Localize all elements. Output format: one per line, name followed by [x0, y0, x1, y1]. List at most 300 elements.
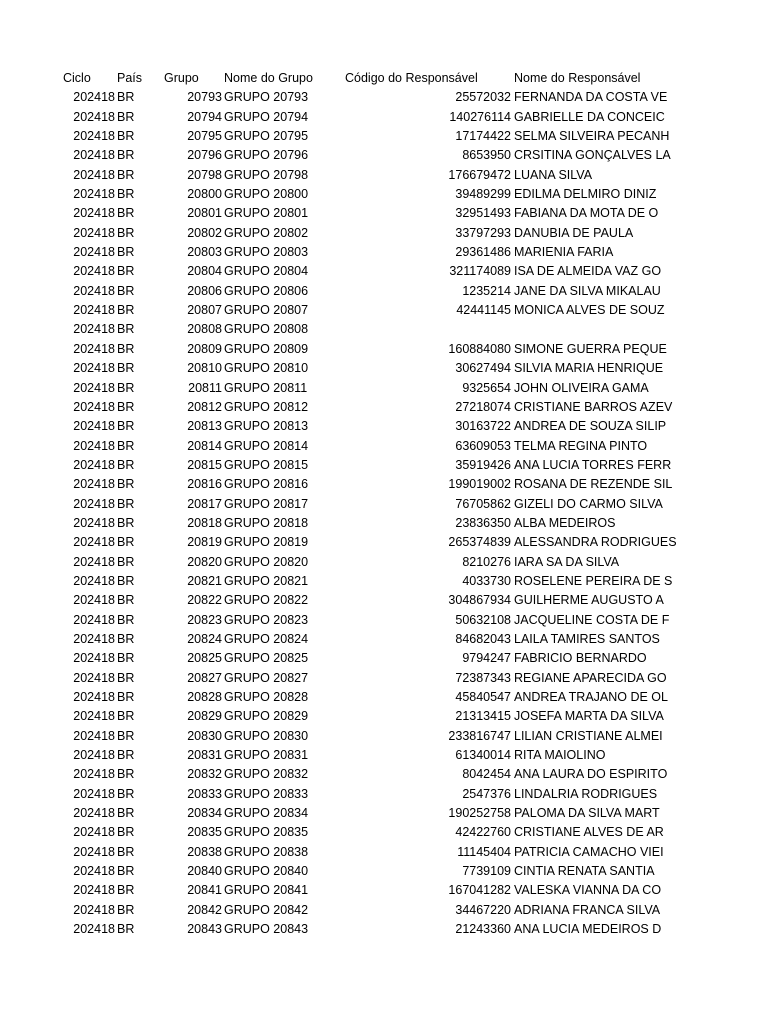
cell-pais: BR — [117, 438, 135, 453]
cell-nome-do-grupo: GRUPO 20811 — [224, 380, 308, 395]
cell-codigo-do-responsavel: 45840547 — [455, 690, 511, 704]
cell-nome-do-grupo: GRUPO 20828 — [224, 690, 309, 704]
spreadsheet-table — [0, 69, 768, 939]
cell-pais: BR — [117, 806, 135, 821]
table-row — [0, 398, 768, 417]
cell-ciclo: 202418 — [73, 631, 115, 646]
cell-ciclo: 202418 — [73, 457, 115, 472]
cell-ciclo: 202418 — [73, 593, 115, 608]
cell-codigo-do-responsavel: 42422760 — [455, 825, 511, 840]
cell-nome-do-grupo: GRUPO 20833 — [224, 786, 309, 801]
table-row — [0, 611, 768, 630]
cell-nome-do-grupo: GRUPO 20815 — [224, 457, 309, 472]
cell-grupo: 20806 — [187, 283, 222, 298]
cell-grupo: 20834 — [187, 806, 222, 821]
cell-nome-do-grupo: GRUPO 20830 — [224, 728, 309, 743]
table-row — [0, 804, 768, 823]
table-row — [0, 243, 768, 262]
cell-nome-do-responsavel: FABIANA DA MOTA DE O — [514, 206, 659, 221]
cell-ciclo: 202418 — [73, 361, 115, 376]
cell-nome-do-grupo: GRUPO 20793 — [224, 90, 309, 105]
cell-grupo: 20814 — [187, 438, 222, 453]
table-row — [0, 591, 768, 610]
cell-grupo: 20813 — [187, 419, 222, 434]
cell-nome-do-grupo: GRUPO 20831 — [224, 748, 309, 763]
cell-codigo-do-responsavel: 1235214 — [462, 283, 511, 298]
cell-pais: BR — [117, 361, 135, 376]
cell-nome-do-responsavel: LUANA SILVA — [514, 167, 593, 182]
cell-pais: BR — [117, 670, 135, 685]
cell-nome-do-responsavel: IARA SA DA SILVA — [514, 554, 620, 569]
cell-grupo: 20817 — [187, 496, 222, 511]
cell-codigo-do-responsavel: 321174089 — [449, 264, 511, 279]
cell-ciclo: 202418 — [73, 690, 115, 704]
cell-pais: BR — [117, 303, 135, 318]
cell-ciclo: 202418 — [73, 844, 115, 859]
cell-codigo-do-responsavel: 50632108 — [455, 612, 511, 627]
cell-nome-do-grupo: GRUPO 20821 — [224, 573, 309, 588]
cell-nome-do-grupo: GRUPO 20806 — [224, 283, 309, 298]
cell-ciclo: 202418 — [73, 651, 115, 666]
cell-nome-do-grupo: GRUPO 20817 — [224, 496, 309, 511]
cell-ciclo: 202418 — [73, 109, 115, 124]
cell-nome-do-grupo: GRUPO 20802 — [224, 225, 309, 240]
header-nome-do-grupo: Nome do Grupo — [224, 71, 313, 85]
cell-grupo: 20830 — [187, 728, 222, 743]
header-nome-do-responsavel: Nome do Responsável — [514, 71, 641, 85]
cell-nome-do-grupo: GRUPO 20827 — [224, 670, 309, 685]
table-row — [0, 707, 768, 726]
cell-grupo: 20838 — [187, 844, 222, 859]
cell-grupo: 20842 — [187, 902, 222, 917]
header-grupo: Grupo — [164, 71, 199, 85]
cell-ciclo: 202418 — [73, 187, 115, 202]
cell-codigo-do-responsavel: 160884080 — [448, 341, 511, 356]
table-row — [0, 340, 768, 359]
cell-pais: BR — [117, 167, 135, 182]
cell-grupo: 20794 — [187, 109, 222, 124]
cell-pais: BR — [117, 206, 135, 221]
cell-pais: BR — [117, 341, 135, 356]
cell-nome-do-grupo: GRUPO 20807 — [224, 303, 309, 318]
cell-nome-do-responsavel: FERNANDA DA COSTA VE — [514, 90, 668, 105]
cell-nome-do-responsavel: ANA LAURA DO ESPIRITO — [514, 767, 668, 782]
table-row — [0, 881, 768, 900]
table-row — [0, 727, 768, 746]
cell-ciclo: 202418 — [73, 148, 115, 163]
cell-grupo: 20798 — [187, 167, 222, 182]
cell-pais: BR — [117, 825, 135, 840]
cell-codigo-do-responsavel: 199019002 — [448, 477, 511, 492]
cell-nome-do-responsavel: CINTIA RENATA SANTIA — [514, 864, 655, 879]
cell-nome-do-responsavel: ROSELENE PEREIRA DE S — [514, 573, 673, 588]
cell-pais: BR — [117, 651, 135, 666]
table-row — [0, 166, 768, 185]
cell-codigo-do-responsavel: 27218074 — [455, 399, 511, 414]
cell-grupo: 20819 — [187, 535, 222, 550]
cell-nome-do-grupo: GRUPO 20840 — [224, 864, 309, 879]
cell-grupo: 20811 — [188, 380, 222, 395]
cell-pais: BR — [117, 728, 135, 743]
table-row — [0, 649, 768, 668]
cell-nome-do-responsavel: ALESSANDRA RODRIGUES — [514, 535, 677, 550]
cell-pais: BR — [117, 419, 135, 434]
cell-pais: BR — [117, 496, 135, 511]
cell-ciclo: 202418 — [73, 554, 115, 569]
cell-grupo: 20832 — [187, 767, 222, 782]
cell-grupo: 20793 — [187, 90, 222, 105]
cell-ciclo: 202418 — [73, 767, 115, 782]
cell-pais: BR — [117, 380, 135, 395]
header-row — [0, 69, 768, 88]
cell-pais: BR — [117, 477, 135, 492]
cell-pais: BR — [117, 767, 135, 782]
cell-ciclo: 202418 — [73, 322, 115, 337]
cell-codigo-do-responsavel: 176679472 — [448, 167, 511, 182]
cell-nome-do-grupo: GRUPO 20809 — [224, 341, 309, 356]
cell-ciclo: 202418 — [73, 573, 115, 588]
cell-ciclo: 202418 — [73, 535, 115, 550]
cell-grupo: 20809 — [187, 341, 222, 356]
cell-pais: BR — [117, 883, 135, 898]
cell-pais: BR — [117, 864, 135, 879]
cell-codigo-do-responsavel: 39489299 — [455, 187, 511, 202]
cell-grupo: 20825 — [187, 651, 222, 666]
cell-nome-do-responsavel: GABRIELLE DA CONCEIC — [514, 109, 665, 124]
cell-pais: BR — [117, 399, 135, 414]
cell-nome-do-grupo: GRUPO 20824 — [224, 631, 309, 646]
cell-codigo-do-responsavel: 61340014 — [455, 748, 511, 763]
cell-nome-do-grupo: GRUPO 20800 — [224, 187, 309, 202]
cell-nome-do-responsavel: PATRICIA CAMACHO VIEI — [514, 844, 664, 859]
cell-nome-do-grupo: GRUPO 20820 — [224, 554, 309, 569]
cell-ciclo: 202418 — [73, 728, 115, 743]
cell-nome-do-grupo: GRUPO 20794 — [224, 109, 309, 124]
cell-codigo-do-responsavel: 2547376 — [462, 786, 511, 801]
cell-grupo: 20801 — [187, 206, 222, 221]
cell-nome-do-responsavel: JOSEFA MARTA DA SILVA — [514, 709, 664, 724]
cell-ciclo: 202418 — [73, 670, 115, 685]
cell-grupo: 20835 — [187, 825, 222, 840]
cell-pais: BR — [117, 264, 135, 279]
cell-nome-do-grupo: GRUPO 20796 — [224, 148, 309, 163]
cell-pais: BR — [117, 225, 135, 240]
cell-ciclo: 202418 — [73, 225, 115, 240]
table-row — [0, 359, 768, 378]
cell-nome-do-responsavel: PALOMA DA SILVA MART — [514, 806, 660, 821]
cell-nome-do-grupo: GRUPO 20818 — [224, 515, 309, 530]
cell-codigo-do-responsavel: 190252758 — [448, 806, 511, 821]
cell-ciclo: 202418 — [73, 206, 115, 221]
cell-grupo: 20800 — [187, 187, 222, 202]
cell-nome-do-responsavel: CRISTIANE BARROS AZEV — [514, 399, 673, 414]
cell-codigo-do-responsavel: 76705862 — [455, 496, 511, 511]
cell-pais: BR — [117, 515, 135, 530]
cell-grupo: 20802 — [187, 225, 222, 240]
cell-codigo-do-responsavel: 23836350 — [455, 515, 511, 530]
cell-codigo-do-responsavel: 21243360 — [455, 922, 511, 937]
cell-grupo: 20807 — [187, 303, 222, 318]
cell-grupo: 20841 — [187, 883, 222, 898]
cell-nome-do-grupo: GRUPO 20810 — [224, 361, 309, 376]
cell-grupo: 20829 — [187, 709, 222, 724]
cell-nome-do-grupo: GRUPO 20813 — [224, 419, 309, 434]
cell-pais: BR — [117, 90, 135, 105]
cell-codigo-do-responsavel: 35919426 — [455, 457, 511, 472]
cell-ciclo: 202418 — [73, 477, 115, 492]
table-row — [0, 379, 768, 398]
cell-nome-do-responsavel: CRSITINA GONÇALVES LA — [514, 148, 671, 163]
cell-ciclo: 202418 — [73, 496, 115, 511]
cell-nome-do-responsavel: JACQUELINE COSTA DE F — [514, 612, 670, 627]
cell-grupo: 20816 — [187, 477, 222, 492]
cell-pais: BR — [117, 902, 135, 917]
table-row — [0, 204, 768, 223]
table-row — [0, 669, 768, 688]
table-row — [0, 88, 768, 107]
cell-nome-do-grupo: GRUPO 20803 — [224, 245, 309, 260]
table-row — [0, 785, 768, 804]
cell-nome-do-grupo: GRUPO 20814 — [224, 438, 309, 453]
table-row — [0, 495, 768, 514]
cell-codigo-do-responsavel: 32951493 — [455, 206, 511, 221]
cell-pais: BR — [117, 187, 135, 202]
table-row — [0, 572, 768, 591]
table-row — [0, 514, 768, 533]
cell-ciclo: 202418 — [73, 303, 115, 318]
cell-nome-do-grupo: GRUPO 20835 — [224, 825, 309, 840]
table-row — [0, 282, 768, 301]
cell-nome-do-responsavel: DANUBIA DE PAULA — [514, 225, 634, 240]
cell-nome-do-responsavel: SIMONE GUERRA PEQUE — [514, 341, 667, 356]
cell-codigo-do-responsavel: 29361486 — [455, 245, 511, 260]
cell-ciclo: 202418 — [73, 883, 115, 898]
cell-nome-do-responsavel: MARIENIA FARIA — [514, 245, 614, 260]
cell-codigo-do-responsavel: 8042454 — [462, 767, 511, 782]
cell-nome-do-responsavel: ROSANA DE REZENDE SIL — [514, 477, 673, 492]
table-row — [0, 108, 768, 127]
cell-pais: BR — [117, 631, 135, 646]
cell-pais: BR — [117, 709, 135, 724]
cell-nome-do-responsavel: ANDREA TRAJANO DE OL — [514, 690, 668, 704]
cell-codigo-do-responsavel: 304867934 — [448, 593, 511, 608]
cell-codigo-do-responsavel: 4033730 — [462, 573, 511, 588]
cell-pais: BR — [117, 148, 135, 163]
table-row — [0, 843, 768, 862]
cell-nome-do-grupo: GRUPO 20804 — [224, 264, 309, 279]
table-row — [0, 437, 768, 456]
cell-nome-do-grupo: GRUPO 20812 — [224, 399, 309, 414]
cell-codigo-do-responsavel: 30627494 — [455, 361, 511, 376]
cell-grupo: 20828 — [187, 690, 222, 704]
cell-ciclo: 202418 — [73, 902, 115, 917]
cell-nome-do-grupo: GRUPO 20832 — [224, 767, 309, 782]
cell-pais: BR — [117, 690, 135, 704]
cell-pais: BR — [117, 129, 135, 144]
cell-nome-do-responsavel: EDILMA DELMIRO DINIZ — [514, 187, 657, 202]
cell-nome-do-responsavel — [514, 320, 654, 339]
cell-ciclo: 202418 — [73, 283, 115, 298]
table-row — [0, 862, 768, 881]
cell-grupo: 20827 — [187, 670, 222, 685]
cell-pais: BR — [117, 922, 135, 937]
table-row — [0, 456, 768, 475]
cell-codigo-do-responsavel: 21313415 — [455, 709, 511, 724]
cell-ciclo: 202418 — [73, 515, 115, 530]
cell-ciclo: 202418 — [73, 399, 115, 414]
cell-nome-do-grupo: GRUPO 20822 — [224, 593, 309, 608]
cell-ciclo: 202418 — [73, 786, 115, 801]
cell-nome-do-grupo: GRUPO 20801 — [224, 206, 309, 221]
cell-grupo: 20824 — [187, 631, 222, 646]
cell-grupo: 20843 — [187, 922, 222, 937]
cell-codigo-do-responsavel: 17174422 — [455, 129, 511, 144]
header-codigo-do-responsavel: Código do Responsável — [345, 71, 478, 85]
table-row — [0, 224, 768, 243]
cell-grupo: 20820 — [187, 554, 222, 569]
cell-grupo: 20821 — [187, 573, 222, 588]
table-row — [0, 630, 768, 649]
cell-nome-do-grupo: GRUPO 20825 — [224, 651, 309, 666]
cell-nome-do-responsavel: REGIANE APARECIDA GO — [514, 670, 667, 685]
cell-pais: BR — [117, 535, 135, 550]
cell-pais: BR — [117, 109, 135, 124]
table-row — [0, 746, 768, 765]
cell-pais: BR — [117, 786, 135, 801]
cell-nome-do-grupo: GRUPO 20798 — [224, 167, 309, 182]
table-row — [0, 823, 768, 842]
cell-codigo-do-responsavel: 84682043 — [455, 631, 511, 646]
cell-ciclo: 202418 — [73, 864, 115, 879]
cell-nome-do-responsavel: ISA DE ALMEIDA VAZ GO — [514, 264, 662, 279]
cell-ciclo: 202418 — [73, 129, 115, 144]
cell-nome-do-responsavel: FABRICIO BERNARDO — [514, 651, 647, 666]
table-row — [0, 533, 768, 552]
cell-codigo-do-responsavel: 140276114 — [449, 109, 511, 124]
cell-pais: BR — [117, 283, 135, 298]
cell-nome-do-grupo: GRUPO 20843 — [224, 922, 309, 937]
table-row — [0, 688, 768, 707]
table-row — [0, 146, 768, 165]
cell-codigo-do-responsavel: 233816747 — [448, 728, 511, 743]
cell-nome-do-grupo: GRUPO 20795 — [224, 129, 309, 144]
cell-codigo-do-responsavel: 11145404 — [457, 844, 511, 859]
cell-nome-do-responsavel: JOHN OLIVEIRA GAMA — [514, 380, 649, 395]
cell-grupo: 20810 — [187, 361, 222, 376]
cell-ciclo: 202418 — [73, 922, 115, 937]
cell-ciclo: 202418 — [73, 90, 115, 105]
cell-nome-do-responsavel: MONICA ALVES DE SOUZ — [514, 303, 665, 318]
cell-grupo: 20815 — [187, 457, 222, 472]
cell-ciclo: 202418 — [73, 341, 115, 356]
cell-nome-do-grupo: GRUPO 20829 — [224, 709, 309, 724]
cell-ciclo: 202418 — [73, 825, 115, 840]
table-body — [0, 88, 768, 939]
cell-nome-do-responsavel: SELMA SILVEIRA PECANH — [514, 129, 670, 144]
cell-codigo-do-responsavel: 30163722 — [455, 419, 511, 434]
cell-nome-do-grupo: GRUPO 20808 — [224, 322, 309, 337]
header-ciclo: Ciclo — [63, 71, 91, 85]
cell-nome-do-responsavel: CRISTIANE ALVES DE AR — [514, 825, 664, 840]
cell-nome-do-responsavel: TELMA REGINA PINTO — [514, 438, 648, 453]
cell-codigo-do-responsavel: 9794247 — [462, 651, 511, 666]
cell-codigo-do-responsavel: 33797293 — [455, 225, 511, 240]
cell-nome-do-responsavel: GIZELI DO CARMO SILVA — [514, 496, 663, 511]
header-pais: País — [117, 71, 143, 85]
cell-ciclo: 202418 — [73, 264, 115, 279]
cell-grupo: 20831 — [187, 748, 222, 763]
cell-nome-do-responsavel: VALESKA VIANNA DA CO — [514, 883, 662, 898]
cell-codigo-do-responsavel: 63609053 — [455, 438, 511, 453]
cell-codigo-do-responsavel: 8210276 — [462, 554, 511, 569]
cell-ciclo: 202418 — [73, 245, 115, 260]
cell-nome-do-responsavel: ANA LUCIA TORRES FERR — [514, 457, 672, 472]
cell-pais: BR — [117, 612, 135, 627]
cell-nome-do-responsavel: LILIAN CRISTIANE ALMEI — [514, 728, 663, 743]
cell-ciclo: 202418 — [73, 438, 115, 453]
cell-nome-do-responsavel: ALBA MEDEIROS — [514, 515, 616, 530]
cell-grupo: 20808 — [187, 322, 222, 337]
cell-grupo: 20823 — [187, 612, 222, 627]
cell-grupo: 20812 — [187, 399, 222, 414]
cell-ciclo: 202418 — [73, 419, 115, 434]
cell-codigo-do-responsavel: 8653950 — [462, 148, 511, 163]
cell-pais: BR — [117, 554, 135, 569]
cell-codigo-do-responsavel: 7739109 — [462, 864, 511, 879]
table-row — [0, 417, 768, 436]
cell-ciclo: 202418 — [73, 748, 115, 763]
cell-nome-do-responsavel: ANA LUCIA MEDEIROS D — [514, 922, 662, 937]
cell-pais: BR — [117, 322, 135, 337]
table-row — [0, 262, 768, 281]
cell-nome-do-grupo: GRUPO 20842 — [224, 902, 309, 917]
cell-ciclo: 202418 — [73, 167, 115, 182]
cell-codigo-do-responsavel: 42441145 — [456, 303, 511, 318]
cell-ciclo: 202418 — [73, 806, 115, 821]
cell-grupo: 20818 — [187, 515, 222, 530]
cell-codigo-do-responsavel: 25572032 — [455, 90, 511, 105]
cell-nome-do-grupo: GRUPO 20838 — [224, 844, 309, 859]
cell-nome-do-grupo: GRUPO 20816 — [224, 477, 309, 492]
cell-pais: BR — [117, 245, 135, 260]
cell-grupo: 20795 — [187, 129, 222, 144]
cell-grupo: 20822 — [187, 593, 222, 608]
cell-ciclo: 202418 — [73, 709, 115, 724]
cell-nome-do-responsavel: RITA MAIOLINO — [514, 748, 606, 763]
table-row — [0, 127, 768, 146]
cell-nome-do-grupo: GRUPO 20823 — [224, 612, 309, 627]
cell-codigo-do-responsavel — [400, 320, 511, 339]
table-row — [0, 320, 768, 339]
table-row — [0, 765, 768, 784]
cell-grupo: 20804 — [187, 264, 222, 279]
table-row — [0, 475, 768, 494]
cell-nome-do-grupo: GRUPO 20834 — [224, 806, 309, 821]
cell-pais: BR — [117, 748, 135, 763]
cell-nome-do-responsavel: ANDREA DE SOUZA SILIP — [514, 419, 667, 434]
cell-grupo: 20833 — [187, 786, 222, 801]
table-row — [0, 553, 768, 572]
cell-grupo: 20803 — [187, 245, 222, 260]
table-row — [0, 301, 768, 320]
cell-pais: BR — [117, 593, 135, 608]
table-row — [0, 901, 768, 920]
cell-nome-do-responsavel: GUILHERME AUGUSTO A — [514, 593, 664, 608]
table-row — [0, 185, 768, 204]
cell-nome-do-grupo: GRUPO 20819 — [224, 535, 309, 550]
cell-codigo-do-responsavel: 34467220 — [455, 902, 511, 917]
table-row — [0, 920, 768, 939]
